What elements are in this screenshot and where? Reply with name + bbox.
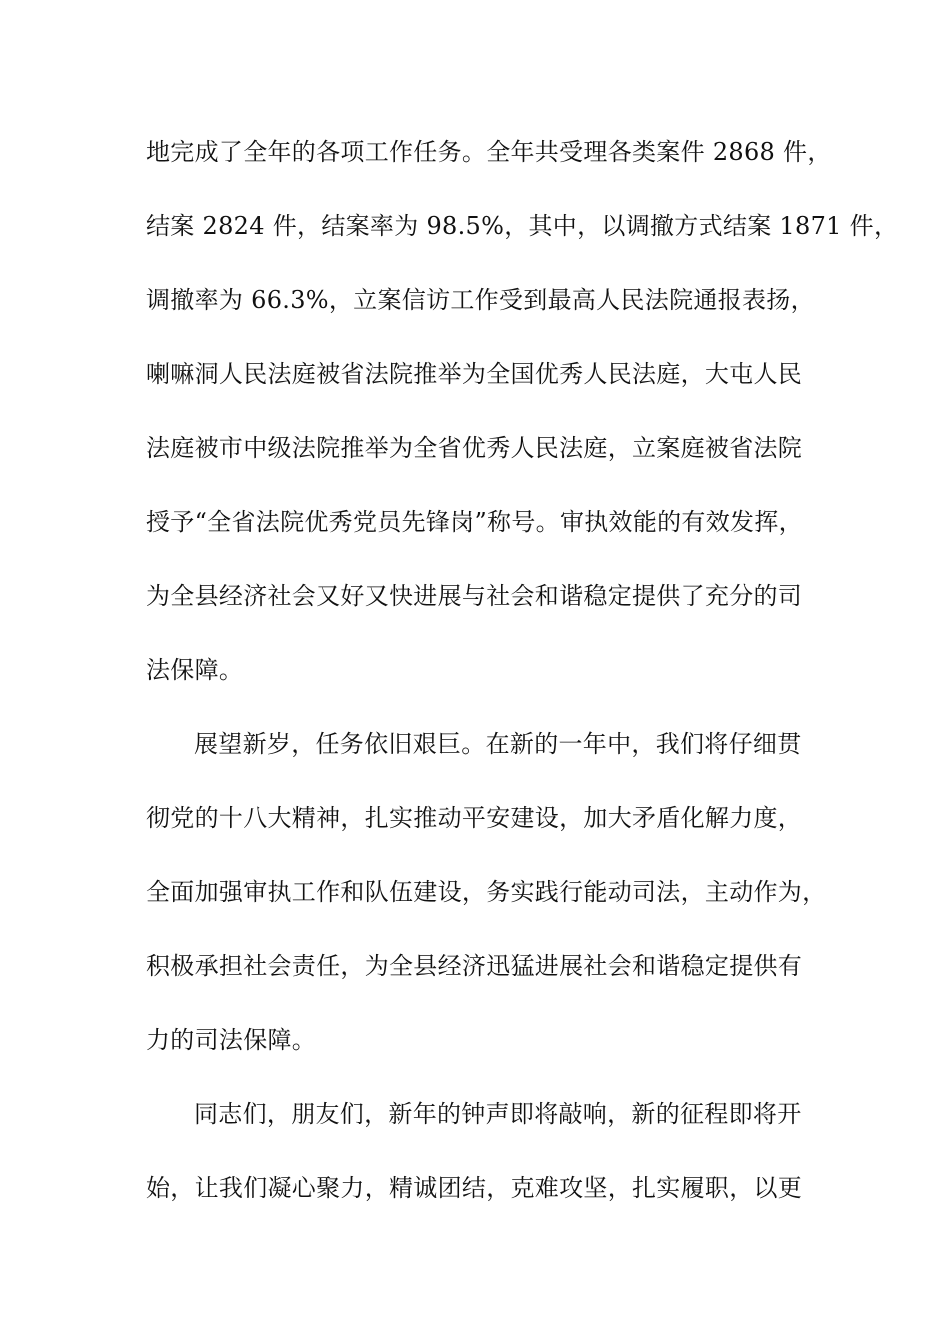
- text-line: 授予“全省法院优秀党员先锋岗”称号。审执效能的有效发挥，: [146, 508, 803, 536]
- text-line: 地完成了全年的各项工作任务。全年共受理各类案件 2868 件，: [146, 138, 832, 166]
- text-line: 积极承担社会责任，为全县经济迅猛进展社会和谐稳定提供有: [146, 952, 803, 980]
- text-line: 调撤率为 66.3%，立案信访工作受到最高人民法院通报表扬，: [146, 286, 815, 314]
- text-line: 彻党的十八大精神，扎实推动平安建设，加大矛盾化解力度，: [146, 804, 803, 832]
- text-line: 喇嘛洞人民法庭被省法院推举为全国优秀人民法庭，大屯人民: [146, 360, 803, 388]
- paragraph-start-line: 同志们，朋友们，新年的钟声即将敲响，新的征程即将开: [194, 1100, 802, 1128]
- text-line: 全面加强审执工作和队伍建设，务实践行能动司法，主动作为，: [146, 878, 827, 906]
- paragraph-start-line: 展望新岁，任务依旧艰巨。在新的一年中，我们将仔细贯: [194, 730, 802, 758]
- text-line: 力的司法保障。: [146, 1026, 317, 1054]
- text-line: 始，让我们凝心聚力，精诚团结，克难攻坚，扎实履职，以更: [146, 1174, 803, 1202]
- text-line: 为全县经济社会又好又快进展与社会和谐稳定提供了充分的司: [146, 582, 803, 610]
- text-line: 法保障。: [146, 656, 244, 684]
- text-line: 法庭被市中级法院推举为全省优秀人民法庭，立案庭被省法院: [146, 434, 803, 462]
- text-line: 结案 2824 件，结案率为 98.5%，其中，以调撤方式结案 1871 件，: [146, 212, 899, 240]
